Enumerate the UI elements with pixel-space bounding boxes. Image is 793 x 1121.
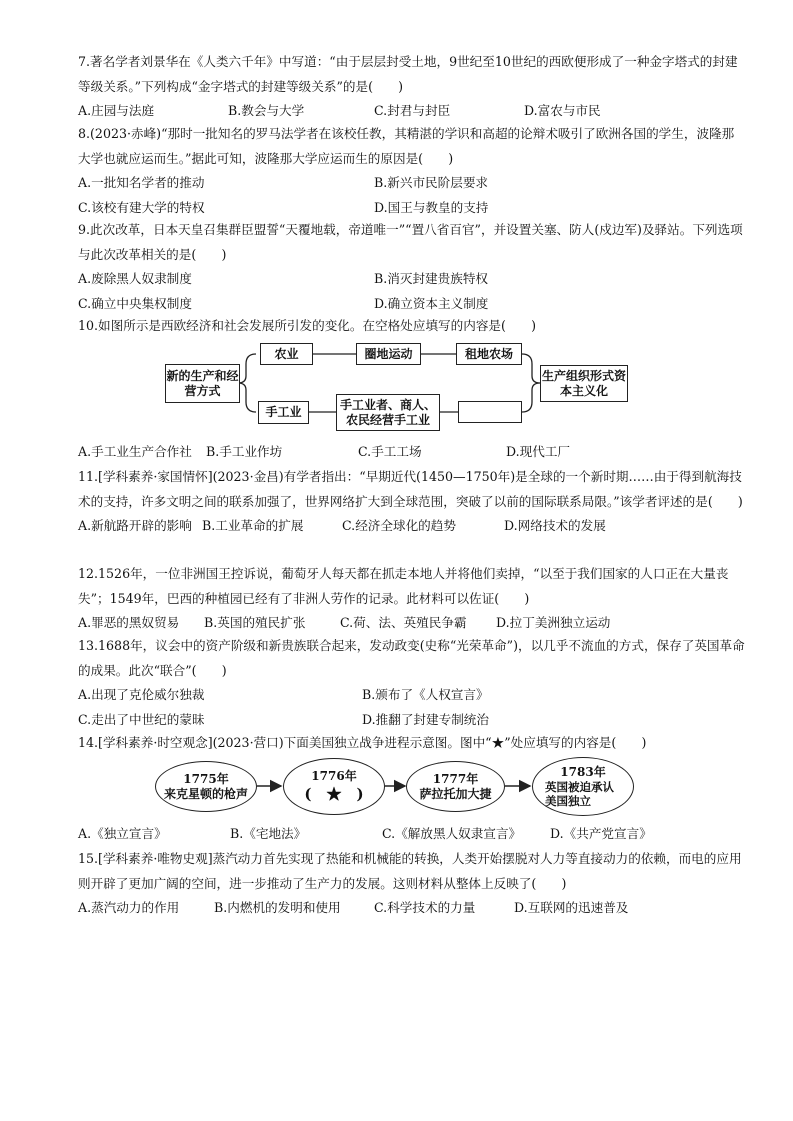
options-row <box>78 822 746 847</box>
option-a[interactable]: A.废除黑人奴隶制度 <box>78 271 192 286</box>
option-c[interactable]: C.经济全球化的趋势 <box>342 518 456 533</box>
question-stem: 8.(2023·赤峰)“那时一批知名的罗马法学者在该校任教，其精湛的学识和高超的论辩术吸引了欧洲各国的学生，波隆那大学也就应运而生。”据此可知，波隆那大学应运而生的原因是( ) <box>78 126 735 166</box>
box-handicraft-operators: 手工业者、商人、农民经营手工业 <box>336 394 440 431</box>
question-stem: 14.[学科素养·时空观念](2023·营口)下面美国独立战争进程示意图。图中“★”处应填写的内容是( ) <box>78 735 647 750</box>
option-b[interactable]: B.英国的殖民扩张 <box>204 615 306 630</box>
timeline-node-1783 <box>532 757 634 816</box>
question-15 <box>78 847 746 921</box>
option-d[interactable]: D.网络技术的发展 <box>504 518 606 533</box>
option-d[interactable]: D.国王与教皇的支持 <box>374 199 489 215</box>
box-handicraft: 手工业 <box>258 401 309 424</box>
timeline-node-1775 <box>155 761 257 812</box>
option-b[interactable]: B.内燃机的发明和使用 <box>214 900 341 915</box>
option-c[interactable]: C.确立中央集权制度 <box>78 295 192 311</box>
option-b[interactable]: B.手工业作坊 <box>206 444 283 459</box>
option-b[interactable]: B.《宅地法》 <box>230 826 307 841</box>
option-a[interactable]: A.庄园与法庭 <box>78 103 155 118</box>
options-row <box>78 896 746 921</box>
option-c[interactable]: C.荷、法、英殖民争霸 <box>340 615 467 630</box>
option-d[interactable]: D.拉丁美洲独立运动 <box>496 615 611 630</box>
option-d[interactable]: D.互联网的迅速普及 <box>514 900 629 915</box>
box-enclosure: 圈地运动 <box>356 343 421 365</box>
option-a[interactable]: A.罪恶的黑奴贸易 <box>78 615 180 630</box>
question-stem: 10.如图所示是西欧经济和社会发展所引发的变化。在空格处应填写的内容是( ) <box>78 318 537 333</box>
option-c[interactable]: C.封君与封臣 <box>374 103 451 118</box>
question-stem: 12.1526年，一位非洲国王控诉说，葡萄牙人每天都在抓走本地人并将他们卖掉，“以至于我们国家的人口正在大量丧失”；1549年，巴西的种植园已经有了非洲人劳作的记录。此材料可以佐证( ) <box>78 566 729 606</box>
timeline-node-1777 <box>406 761 505 812</box>
option-b[interactable]: B.工业革命的扩展 <box>202 518 304 533</box>
option-a[interactable]: A.一批知名学者的推动 <box>78 175 205 190</box>
box-capitalist-organization: 生产组织形式资本主义化 <box>540 365 628 402</box>
question-stem: 7.著名学者刘景华在《人类六千年》中写道：“由于层层封受土地，9世纪至10世纪的西欧便形成了一种金字塔式的封建等级关系。”下列构成“金字塔式的封建等级关系”的是( ) <box>78 54 738 94</box>
option-a[interactable]: A.手工业生产合作社 <box>78 444 192 459</box>
option-b[interactable]: B.教会与大学 <box>228 103 305 118</box>
option-b[interactable]: B.颁布了《人权宣言》 <box>362 687 489 702</box>
timeline-node-1776[interactable] <box>283 758 385 815</box>
node-label: 来克星顿的枪声 <box>163 786 248 801</box>
node-year: 1775年 <box>183 771 229 786</box>
node-year: 1783年 <box>560 765 606 779</box>
question-stem: 9.此次改革，日本天皇召集群臣盟誓“天覆地载，帝道唯一”“置八省百官”，并设置关塞、防人(戍边军)及驿站。下列选项与此次改革相关的是( ) <box>78 222 743 262</box>
node-label: 英国被迫承认美国独立 <box>545 780 614 808</box>
question-stem: 11.[学科素养·家国情怀](2023·金昌)有学者指出：“早期近代(1450—1750年)是全球的一个新时期……由于得到航海技术的支持，许多文明之间的联系加强了，世界网络扩大到全球范围，突破了以前的国际联系局限。”该学者评述的是( ) <box>78 469 743 509</box>
box-agriculture: 农业 <box>260 343 313 365</box>
option-c[interactable]: C.《解放黑人奴隶宣言》 <box>382 826 522 841</box>
option-a[interactable]: A.新航路开辟的影响 <box>78 518 192 533</box>
option-d[interactable]: D.《共产党宣言》 <box>550 826 652 841</box>
box-new-production: 新的生产和经营方式 <box>165 364 240 403</box>
option-b[interactable]: B.消灭封建贵族特权 <box>374 271 489 286</box>
option-a[interactable]: A.蒸汽动力的作用 <box>78 900 180 915</box>
node-year: 1776年 <box>311 769 357 783</box>
option-c[interactable]: C.手工工场 <box>358 444 422 459</box>
question-14-options <box>78 822 746 847</box>
option-d[interactable]: D.推翻了封建专制统治 <box>362 711 489 727</box>
question-stem: 15.[学科素养·唯物史观]蒸汽动力首先实现了热能和机械能的转换，人类开始摆脱对人力等直接动力的依赖，而电的应用则开辟了更加广阔的空间，进一步推动了生产力的发展。这则材料从整体上反映了( ) <box>78 851 742 891</box>
option-a[interactable]: A.出现了克伦威尔独裁 <box>78 687 205 702</box>
node-label: 萨拉托加大捷 <box>419 786 492 801</box>
node-year: 1777年 <box>432 771 479 786</box>
question-stem: 13.1688年，议会中的资产阶级和新贵族联合起来，发动政变(史称“光荣革命”)，以几乎不流血的方式，保存了英国革命的成果。此次“联合”( ) <box>78 638 745 678</box>
option-c[interactable]: C.走出了中世纪的蒙昧 <box>78 711 205 727</box>
star-icon: ( ★ ) <box>304 785 364 803</box>
option-c[interactable]: C.该校有建大学的特权 <box>78 199 205 215</box>
option-d[interactable]: D.现代工厂 <box>506 444 571 459</box>
option-c[interactable]: C.科学技术的力量 <box>374 900 476 915</box>
option-d[interactable]: D.富农与市民 <box>524 103 601 118</box>
option-b[interactable]: B.新兴市民阶层要求 <box>374 175 489 190</box>
option-d[interactable]: D.确立资本主义制度 <box>374 295 489 311</box>
option-a[interactable]: A.《独立宣言》 <box>78 826 167 841</box>
box-rented-farm: 租地农场 <box>456 343 522 365</box>
